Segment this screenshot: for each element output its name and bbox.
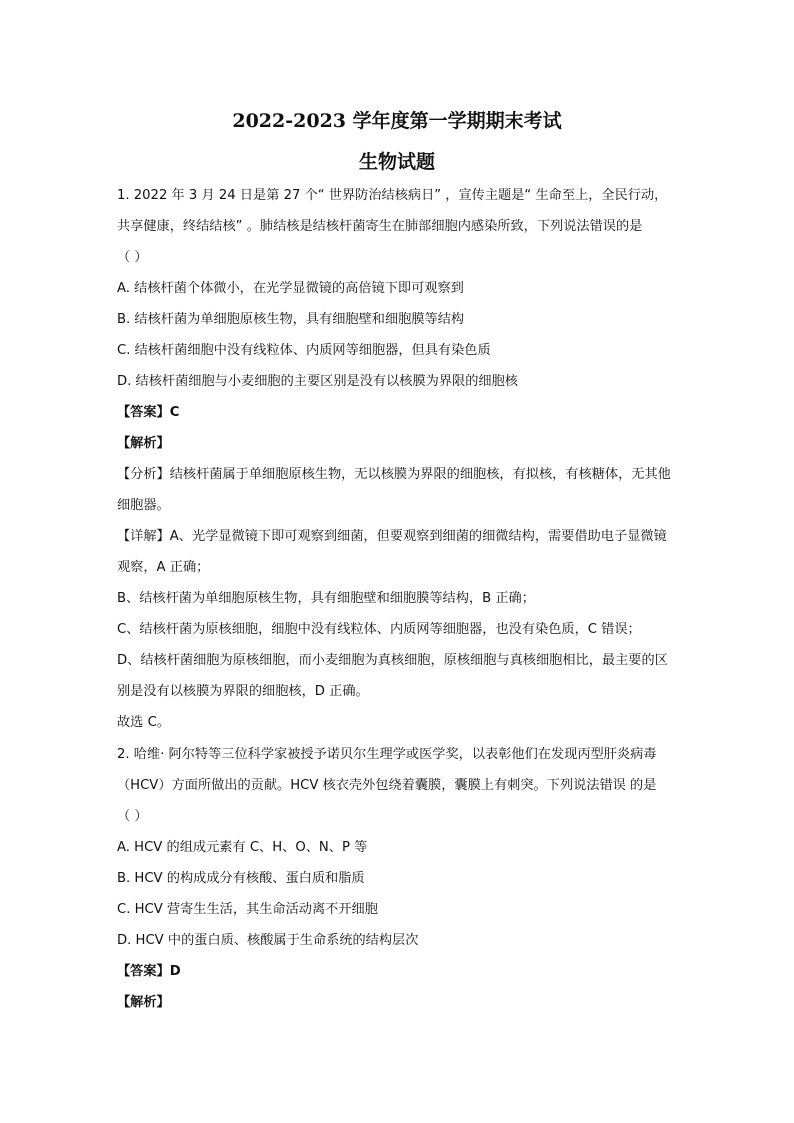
text-line: C、结核杆菌为原核细胞，细胞中没有线粒体、内质网等细胞器，也没有染色质，C 错误； [117,622,641,637]
text-line: D、结核杆菌细胞为原核细胞，而小麦细胞为真核细胞，原核细胞与真核细胞相比，最主要的区 [117,653,668,668]
text-line: 别是没有以核膜为界限的细胞核，D 正确。 [117,684,369,699]
text-line: 2. 哈维· 阿尔特等三位科学家被授予诺贝尔生理学或医学奖，以表彰他们在发现丙型肝炎病毒 [117,747,657,762]
exam-title: 2022-2023 学年度第一学期期末考试 [232,110,562,132]
answer-line: 【答案】C [117,405,180,420]
exam-subtitle: 生物试题 [358,151,435,173]
option-line: D. 结核杆菌细胞与小麦细胞的主要区别是没有以核膜为界限的细胞核 [117,374,518,389]
option-line: A. 结核杆菌个体微小，在光学显微镜的高倍镜下即可观察到 [117,281,464,296]
text-line: 1. 2022 年 3 月 24 日是第 27 个“ 世界防治结核病日” ，宣传主题是“ 生命至上，全民行动， [117,188,668,203]
text-line: B、结核杆菌为单细胞原核生物，具有细胞壁和细胞膜等结构，B 正确； [117,591,535,606]
option-line: C. HCV 营寄生生活，其生命活动离不开细胞 [117,902,378,917]
text-line: （HCV）方面所做出的贡献。HCV 核衣壳外包绕着囊膜，囊膜上有刺突。下列说法错误 的是 [117,778,657,793]
text-line: （ ） [117,809,148,824]
option-line: A. HCV 的组成元素有 C、H、O、N、P 等 [117,840,368,855]
text-line: 【分析】结核杆菌属于单细胞原核生物，无以核膜为界限的细胞核，有拟核，有核糖体，无其他 [117,467,671,482]
option-line: B. 结核杆菌为单细胞原核生物，具有细胞壁和细胞膜等结构 [117,312,465,327]
text-line: （ ） [117,250,148,265]
option-line: C. 结核杆菌细胞中没有线粒体、内质网等细胞器，但具有染色质 [117,343,491,358]
text-line: 共享健康，终结结核” 。肺结核是结核杆菌寄生在肺部细胞内感染所致，下列说法错误的是 [117,219,643,234]
analysis-heading: 【解析】 [117,436,170,451]
option-line: D. HCV 中的蛋白质、核酸属于生命系统的结构层次 [117,933,419,948]
text-line: 细胞器。 [117,498,170,513]
text-line: 观察，A 正确； [117,560,210,575]
text-line: 故选 C。 [117,715,170,730]
analysis-heading: 【解析】 [117,995,170,1010]
answer-line: 【答案】D [117,964,181,979]
option-line: B. HCV 的构成成分有核酸、蛋白质和脂质 [117,871,365,886]
text-line: 【详解】A、光学显微镜下即可观察到细菌，但要观察到细菌的细微结构，需要借助电子显微镜 [117,529,667,544]
